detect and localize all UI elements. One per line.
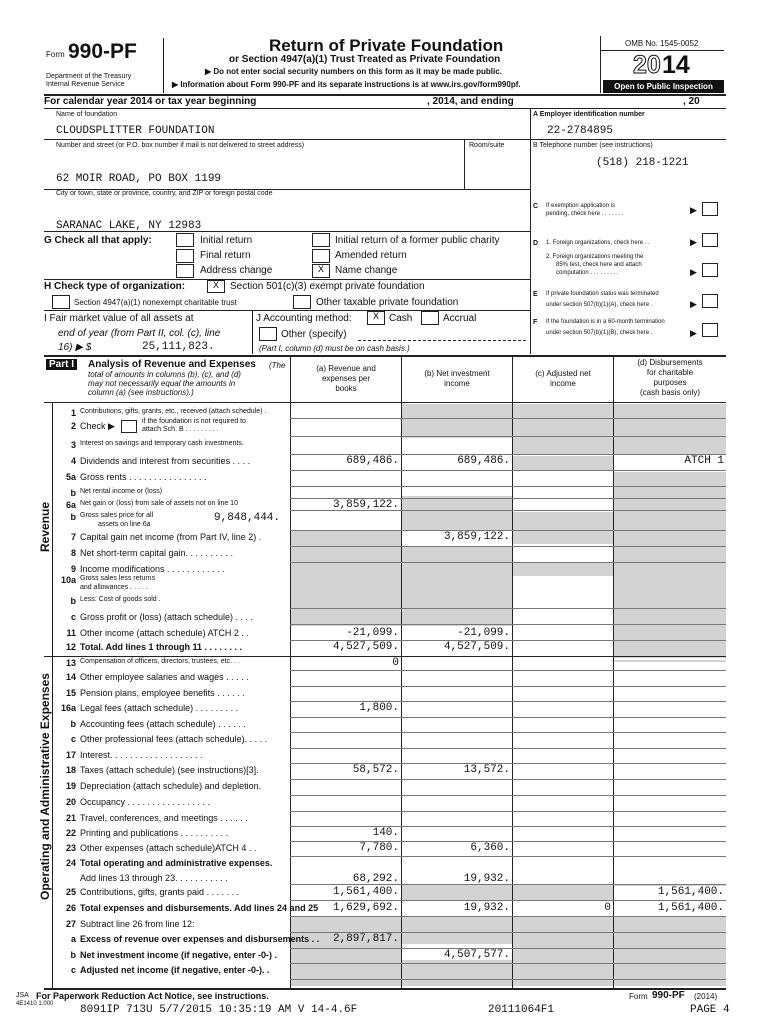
print-stamp: 8091IP 713U 5/7/2015 10:35:19 AM V 14-4.6F bbox=[80, 1004, 358, 1016]
e-checkbox[interactable] bbox=[702, 294, 718, 308]
initial-return-checkbox[interactable] bbox=[176, 233, 194, 247]
calendar-year-label: For calendar year 2014 or tax year beginning bbox=[44, 96, 257, 107]
line-l10a-text2: and allowances . . . . . bbox=[80, 584, 148, 591]
col-d-header: (d) Disbursements for charitable purposes (cash basis only) bbox=[637, 358, 703, 397]
omb-number: OMB No. 1545-0052 bbox=[625, 39, 699, 48]
j-note: (Part I, column (d) must be on cash basis.) bbox=[259, 344, 410, 353]
line-l6a-text: Net gain or (loss) from sale of assets not on line 10 bbox=[80, 500, 238, 507]
line-l26-col-d[interactable]: 1,561,400. bbox=[657, 902, 724, 914]
d1-text: 1. Foreign organizations, check here . . bbox=[546, 240, 650, 246]
c-arrow-icon: ▶ bbox=[690, 205, 697, 215]
line-l14-number: 14 bbox=[65, 672, 76, 682]
part1-desc1: (The bbox=[269, 361, 286, 370]
expenses-side-label: Operating and Administrative Expenses bbox=[38, 673, 52, 900]
line-l16b-text: Accounting fees (attach schedule) . . . . . . bbox=[80, 719, 246, 729]
e-text2: under section 507(b)(1)(A), check here . bbox=[546, 302, 653, 308]
line-l4-col-d[interactable]: ATCH 1 bbox=[684, 455, 724, 467]
street-address[interactable]: 62 MOIR ROAD, PO BOX 1199 bbox=[56, 173, 222, 185]
line-l12-text: Total. Add lines 1 through 11 . . . . . . . . bbox=[80, 642, 243, 652]
amended-return-label: Amended return bbox=[335, 250, 407, 261]
line-l2-text: Check ▶ bbox=[80, 421, 115, 431]
d2-text3: computation . . . . . . . . . bbox=[556, 270, 619, 276]
line-l20-text: Occupancy . . . . . . . . . . . . . . . . . bbox=[80, 797, 211, 807]
street-label: Number and street (or P.O. box number if mail is not delivered to street address) bbox=[56, 142, 305, 149]
accrual-checkbox[interactable] bbox=[421, 311, 439, 325]
line-l11-number: 11 bbox=[66, 628, 76, 638]
line-l24-text2: Add lines 13 through 23. . . . . . . . . . . bbox=[80, 873, 228, 883]
line-l6b-text2: assets on line 6a bbox=[98, 521, 151, 528]
d2-text2: 85% test, check here and attach bbox=[556, 262, 642, 268]
d-label: D bbox=[533, 240, 539, 247]
foundation-name[interactable]: CLOUDSPLITTER FOUNDATION bbox=[56, 125, 215, 137]
room-suite-label: Room/suite bbox=[469, 142, 505, 149]
line-l2-text2b: attach Sch. B . . . . . . . . . bbox=[142, 426, 219, 433]
line-l11-col-b[interactable]: -21,099. bbox=[457, 627, 510, 639]
part1-title: Analysis of Revenue and Expenses bbox=[88, 359, 256, 370]
line-l21-number: 21 bbox=[65, 813, 76, 823]
line-l6b-number: b bbox=[70, 512, 76, 522]
line-l12-col-b[interactable]: 4,527,509. bbox=[443, 641, 510, 653]
name-change-checkbox[interactable]: X bbox=[312, 264, 330, 278]
c-text2: pending, check here . . . . . . . bbox=[546, 211, 624, 217]
calendar-ending-label: , 2014, and ending bbox=[427, 96, 514, 107]
line-l10b-number: b bbox=[70, 596, 76, 606]
line-l16a-text: Legal fees (attach schedule) . . . . . . . . . bbox=[80, 703, 239, 713]
part1-desc3: may not necessarily equal the amounts in bbox=[88, 379, 236, 388]
line-l16c-text: Other professional fees (attach schedule). . . . . bbox=[80, 734, 268, 744]
line-l18-number: 18 bbox=[65, 765, 76, 775]
line-l27-text: Subtract line 26 from line 12: bbox=[80, 919, 195, 929]
other-method-label: Other (specify) bbox=[281, 329, 347, 340]
line-l24-col-b[interactable]: 19,932. bbox=[463, 873, 510, 885]
form-title: Return of Private Foundation bbox=[269, 36, 504, 55]
line-l14-text: Other employee salaries and wages . . . . . bbox=[80, 672, 249, 682]
line-l15-number: 15 bbox=[65, 688, 76, 698]
schedule-b-checkbox[interactable] bbox=[121, 420, 137, 433]
c-text1: If exemption application is bbox=[546, 203, 616, 209]
footer-form-prefix: Form bbox=[629, 992, 648, 1001]
form-number: 990-PF bbox=[68, 40, 137, 63]
line-l21-text: Travel, conferences, and meetings . . . . . . bbox=[80, 813, 248, 823]
footer-form-year: (2014) bbox=[694, 992, 718, 1001]
line-l6a-number: 6a bbox=[65, 500, 76, 510]
address-change-label: Address change bbox=[200, 265, 273, 276]
line-l27c-text: Adjusted net income (if negative, enter -0-). . bbox=[80, 965, 270, 975]
initial-return-label: Initial return bbox=[200, 235, 253, 246]
ein-value[interactable]: 22-2784895 bbox=[547, 125, 614, 137]
d2-text1: 2. Foreign organizations meeting the bbox=[546, 254, 644, 260]
form-subtitle: or Section 4947(a)(1) Trust Treated as Private Foundation bbox=[229, 54, 501, 65]
line-l9-number: 9 bbox=[70, 564, 76, 574]
line-l7-col-b[interactable]: 3,859,122. bbox=[443, 531, 510, 543]
address-change-checkbox[interactable] bbox=[176, 264, 194, 278]
line-l23-text: Other expenses (attach schedule)ATCH 4 . . bbox=[80, 843, 257, 853]
cash-checkbox[interactable]: X bbox=[367, 311, 385, 325]
cash-label: Cash bbox=[389, 313, 413, 324]
line-l26-text: Total expenses and disbursements. Add lines 24 and 25 bbox=[80, 903, 319, 913]
city-label: City or town, state or province, country, and ZIP or foreign postal code bbox=[56, 190, 273, 197]
line-l4-number: 4 bbox=[70, 456, 76, 466]
line-l25-text: Contributions, gifts, grants paid . . . . . . . bbox=[80, 887, 240, 897]
line-l6a-col-a[interactable]: 3,859,122. bbox=[332, 499, 399, 511]
line-l11-col-a[interactable]: -21,099. bbox=[346, 627, 399, 639]
f-label: F bbox=[533, 319, 538, 326]
batch-number: 20111064F1 bbox=[488, 1004, 555, 1016]
pra-notice: For Paperwork Reduction Act Notice, see instructions. bbox=[36, 991, 269, 1001]
line-l8-number: 8 bbox=[70, 548, 76, 558]
f-checkbox[interactable] bbox=[702, 323, 718, 337]
c-checkbox[interactable] bbox=[702, 202, 718, 216]
d2-checkbox[interactable] bbox=[702, 263, 718, 277]
line-l16c-number: c bbox=[70, 734, 76, 744]
line-l25-col-d[interactable]: 1,561,400. bbox=[657, 886, 724, 898]
city-state-zip[interactable]: SARANAC LAKE, NY 12983 bbox=[56, 220, 202, 232]
line-l7-text: Capital gain net income (from Part IV, line 2) . bbox=[80, 532, 262, 542]
line-l12-number: 12 bbox=[65, 642, 76, 652]
501c3-checkbox[interactable]: X bbox=[207, 280, 225, 293]
line-l26-number: 26 bbox=[65, 903, 76, 913]
line-l10c-number: c bbox=[70, 612, 76, 622]
line-l24-number: 24 bbox=[65, 858, 76, 868]
dept-line2: Internal Revenue Service bbox=[46, 81, 125, 88]
line-l24-text: Total operating and administrative expenses. bbox=[80, 858, 273, 868]
line-l10a-text: Gross sales less returns bbox=[80, 575, 156, 582]
h-label: H Check type of organization: bbox=[44, 281, 186, 292]
line-l13-number: 13 bbox=[65, 658, 76, 668]
instructions-notice: ▶ Information about Form 990-PF and its separate instructions is at www.irs.gov/form990pf. bbox=[172, 80, 521, 89]
other-method-line[interactable] bbox=[358, 340, 526, 341]
line-l3-number: 3 bbox=[70, 440, 76, 450]
line-l18-col-b[interactable]: 13,572. bbox=[463, 764, 510, 776]
line-l2-number: 2 bbox=[70, 421, 76, 431]
ein-label: A Employer identification number bbox=[533, 111, 645, 118]
year-bold: 14 bbox=[662, 51, 690, 79]
form-prefix: Form bbox=[46, 50, 65, 59]
other-taxable-label: Other taxable private foundation bbox=[316, 297, 459, 308]
line-6b-value[interactable]: 9,848,444. bbox=[214, 512, 281, 524]
year-outline: 20 bbox=[633, 51, 661, 79]
dept-line1: Department of the Treasury bbox=[46, 73, 132, 80]
line-l6b-text: Gross sales price for all bbox=[80, 512, 154, 519]
line-l19-text: Depreciation (attach schedule) and depletion. bbox=[80, 781, 262, 791]
line-l25-number: 25 bbox=[65, 887, 76, 897]
initial-former-label: Initial return of a former public charity bbox=[335, 235, 500, 246]
i-line1: I Fair market value of all assets at bbox=[44, 313, 194, 324]
amended-return-checkbox[interactable] bbox=[312, 249, 330, 263]
4947-checkbox[interactable] bbox=[52, 295, 70, 309]
line-l26-col-c[interactable]: 0 bbox=[604, 902, 611, 914]
line-l22-text: Printing and publications . . . . . . . . . . bbox=[80, 828, 229, 838]
other-taxable-checkbox[interactable] bbox=[293, 295, 311, 309]
i-line2: end of year (from Part II, col. (c), line bbox=[58, 328, 221, 339]
line-l26-col-a[interactable]: 1,629,692. bbox=[332, 902, 399, 914]
line-l27a-number: a bbox=[70, 934, 76, 944]
line-l27a-col-a[interactable]: 2,897,817. bbox=[332, 933, 399, 945]
line-l18-col-a[interactable]: 58,572. bbox=[352, 764, 399, 776]
line-l5a-text: Gross rents . . . . . . . . . . . . . . . . bbox=[80, 472, 207, 482]
col-a-header: (a) Revenue and expenses per books bbox=[316, 364, 376, 393]
line-l5a-number: 5a bbox=[65, 472, 76, 482]
initial-former-checkbox[interactable] bbox=[312, 233, 330, 247]
jsa-code: 4E1410 1.000 bbox=[16, 1001, 54, 1007]
501c3-label: Section 501(c)(3) exempt private foundation bbox=[230, 281, 425, 292]
phone-value[interactable]: (518) 218-1221 bbox=[596, 157, 689, 169]
g-label: G Check all that apply: bbox=[44, 235, 152, 246]
open-inspection-badge: Open to Public Inspection bbox=[603, 80, 724, 93]
f-text1: If the foundation is in a 60-month termination bbox=[546, 319, 665, 325]
j-label: J Accounting method: bbox=[256, 313, 352, 324]
line-l15-text: Pension plans, employee benefits . . . . . . bbox=[80, 688, 245, 698]
part1-desc2: total of amounts in columns (b), (c), and (d) bbox=[88, 370, 241, 379]
e-text1: If private foundation status was terminated bbox=[546, 291, 659, 297]
final-return-checkbox[interactable] bbox=[176, 249, 194, 263]
line-l5b-text: Net rental income or (loss) bbox=[80, 488, 163, 495]
d1-arrow-icon: ▶ bbox=[690, 237, 697, 247]
line-l23-col-b[interactable]: 6,360. bbox=[470, 842, 510, 854]
line-l4-col-a[interactable]: 689,486. bbox=[346, 455, 399, 467]
c-label: C bbox=[533, 203, 539, 210]
line-l17-number: 17 bbox=[65, 750, 76, 760]
ssn-notice: ▶ Do not enter social security numbers on this form as it may be made public. bbox=[205, 67, 502, 76]
line-l27a-text: Excess of revenue over expenses and disbursements . . bbox=[80, 934, 320, 944]
d2-arrow-icon: ▶ bbox=[690, 267, 697, 277]
part1-tag: Part I bbox=[46, 359, 77, 370]
part1-desc4: column (a) (see instructions).) bbox=[88, 388, 194, 397]
line-l11-text: Other income (attach schedule) ATCH 2 . . bbox=[80, 628, 249, 638]
f-arrow-icon: ▶ bbox=[690, 328, 697, 338]
line-l13-col-a[interactable]: 0 bbox=[392, 657, 399, 669]
page-number: PAGE 4 bbox=[690, 1004, 730, 1016]
line-l16a-number: 16a bbox=[60, 703, 76, 713]
line-l10c-text: Gross profit or (loss) (attach schedule) . . . . bbox=[80, 612, 254, 622]
line-l27-number: 27 bbox=[65, 919, 76, 929]
line-l13-text: Compensation of officers, directors, trustees, etc. . . bbox=[80, 658, 240, 665]
d1-checkbox[interactable] bbox=[702, 233, 718, 247]
line-l16a-col-a[interactable]: 1,800. bbox=[359, 702, 399, 714]
i-line3: 16) ▶ $ bbox=[58, 342, 92, 353]
line-l10a-number: 10a bbox=[60, 575, 76, 585]
line-l2-text2a: if the foundation is not required to bbox=[142, 418, 246, 425]
line-l5b-number: b bbox=[70, 488, 76, 498]
line-l4-text: Dividends and interest from securities . . . . bbox=[80, 456, 251, 466]
col-c-header: (c) Adjusted net income bbox=[535, 369, 591, 388]
line-l3-text: Interest on savings and temporary cash investments. bbox=[80, 440, 244, 447]
line-l27b-col-b[interactable]: 4,507,577. bbox=[443, 949, 510, 961]
other-method-checkbox[interactable] bbox=[259, 327, 277, 341]
4947-label: Section 4947(a)(1) nonexempt charitable trust bbox=[74, 298, 237, 307]
line-l17-text: Interest. . . . . . . . . . . . . . . . . . . bbox=[80, 750, 203, 760]
line-l1-text: Contributions, gifts, grants, etc., received (attach schedule) . bbox=[80, 408, 267, 415]
accrual-label: Accrual bbox=[443, 313, 477, 324]
line-l9-text: Income modifications . . . . . . . . . . . . bbox=[80, 564, 225, 574]
name-change-label: Name change bbox=[335, 265, 398, 276]
fmv-value[interactable]: 25,111,823. bbox=[142, 341, 215, 353]
line-l22-col-a[interactable]: 140. bbox=[372, 827, 399, 839]
line-l18-text: Taxes (attach schedule) (see instructions)[3]. bbox=[80, 765, 259, 775]
line-l4-col-b[interactable]: 689,486. bbox=[457, 455, 510, 467]
line-l16b-number: b bbox=[70, 719, 76, 729]
line-l8-text: Net short-term capital gain. . . . . . . . . . bbox=[80, 548, 234, 558]
line-l23-col-a[interactable]: 7,780. bbox=[359, 842, 399, 854]
line-l26-col-b[interactable]: 19,932. bbox=[463, 902, 510, 914]
line-l24-col-a[interactable]: 68,292. bbox=[352, 873, 399, 885]
line-l27c-number: c bbox=[70, 965, 76, 975]
line-l7-number: 7 bbox=[70, 532, 76, 542]
line-l1-number: 1 bbox=[70, 408, 76, 418]
footer-form-number: 990-PF bbox=[652, 990, 685, 1001]
line-l25-col-a[interactable]: 1,561,400. bbox=[332, 886, 399, 898]
line-l23-number: 23 bbox=[65, 843, 76, 853]
line-l19-number: 19 bbox=[65, 781, 76, 791]
line-l10b-text: Less: Cost of goods sold . bbox=[80, 596, 161, 603]
phone-label: B Telephone number (see instructions) bbox=[533, 142, 653, 149]
col-b-header: (b) Net investment income bbox=[424, 369, 490, 388]
calendar-20-label: , 20 bbox=[683, 96, 700, 107]
jsa-label: JSA bbox=[16, 992, 29, 999]
e-label: E bbox=[533, 291, 538, 298]
line-l22-number: 22 bbox=[65, 828, 76, 838]
e-arrow-icon: ▶ bbox=[690, 299, 697, 309]
name-label: Name of foundation bbox=[56, 111, 118, 118]
line-l20-number: 20 bbox=[65, 797, 76, 807]
line-l27b-number: b bbox=[70, 950, 76, 960]
line-l27b-text: Net investment income (if negative, enter -0-) . bbox=[80, 950, 278, 960]
final-return-label: Final return bbox=[200, 250, 251, 261]
revenue-side-label: Revenue bbox=[38, 501, 52, 552]
f-text2: under section 507(b)(1)(B), check here . bbox=[546, 330, 653, 336]
line-l12-col-a[interactable]: 4,527,509. bbox=[332, 641, 399, 653]
